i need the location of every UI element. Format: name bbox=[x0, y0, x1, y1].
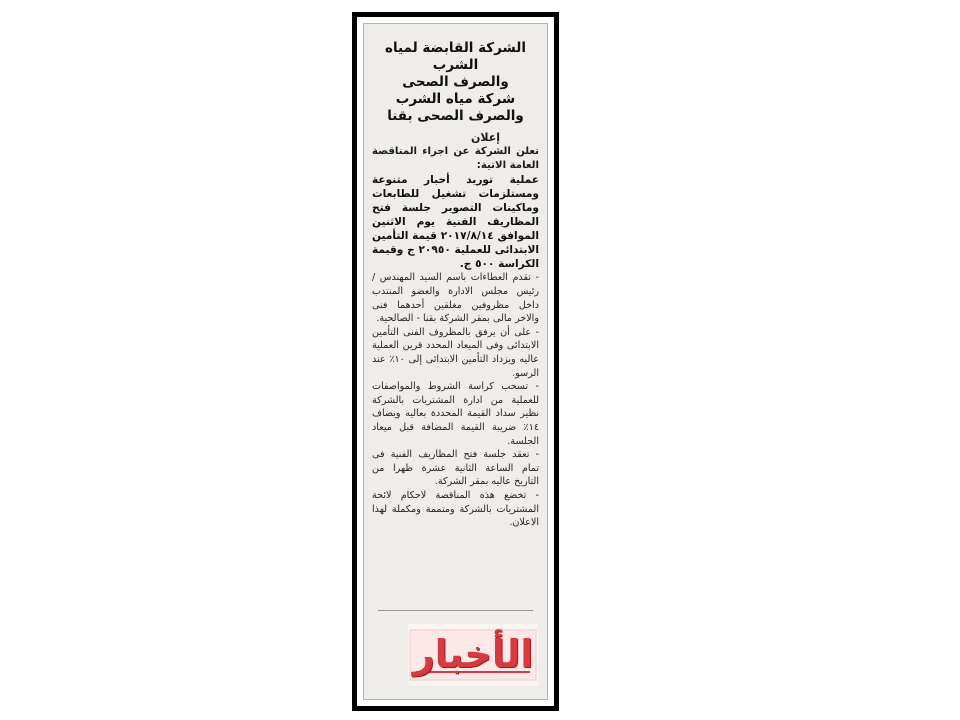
header-line-1: الشركة القابضة لمياه الشرب bbox=[385, 40, 526, 73]
header-line-4: والصرف الصحى بقنا bbox=[387, 108, 524, 124]
section-regulations: - تخضع هذه المناقصة لاحكام لائحة المشتريات بالشركة ومتممة ومكملة لهذا الاعلان. bbox=[372, 489, 539, 529]
divider-line bbox=[378, 610, 533, 611]
announcement-intro: تعلن الشركة عن اجراء المناقصة العامة الاتية: bbox=[372, 146, 539, 171]
tender-item: عملية توريد أحبار متنوعة ومستلزمات تشغيل للطابعات وماكينات التصوير جلسة فتح المظاريف الفنية يوم الاثنين الموافق ٢٠١٧/٨/١٤ قيمة التأمين الابتدائى للعملية ٢٠٩٥٠ ج وقيمة الكراسة ٥٠٠ ج. bbox=[372, 173, 539, 271]
header-line-3: شركة مياه الشرب bbox=[395, 91, 516, 107]
section-bids: - تقدم العطاءات باسم السيد المهندس / رئيس مجلس الادارة والعضو المنتدب داخل مظروفين مغلقين أحدهما فنى والاخر مالى بمقر الشركة بقنا - الصالحية. bbox=[372, 272, 539, 325]
newspaper-logo bbox=[408, 624, 538, 686]
announcement-text bbox=[372, 40, 539, 530]
newspaper-clipping bbox=[363, 23, 548, 700]
clipping-frame bbox=[352, 12, 559, 711]
header-line-2: والصرف الصحى bbox=[402, 74, 509, 90]
section-insurance: - على أن يرفق بالمظروف الفنى التأمين الابتدائى وفى الميعاد المحدد قرين العملية عاليه ويزداد التأمين الابتدائى إلى ١٠٪ عند الرسو. bbox=[372, 326, 540, 379]
logo-text: الأخبار bbox=[412, 632, 534, 676]
section-booklet: - تسحب كراسة الشروط والمواصفات للعملية من ادارة المشتريات بالشركة نظير سداد القيمة المحددة بعاليه ويضاف ١٤٪ ضريبة القيمة المضافة قبل ميعاد الجلسة. bbox=[372, 381, 539, 447]
announcement-title: إعلان bbox=[470, 131, 501, 144]
section-session: - تعقد جلسة فتح المظاريف الفنية فى تمام الساعة الثانية عشرة ظهرا من التاريخ عاليه بمقر الشركة. bbox=[372, 449, 539, 488]
